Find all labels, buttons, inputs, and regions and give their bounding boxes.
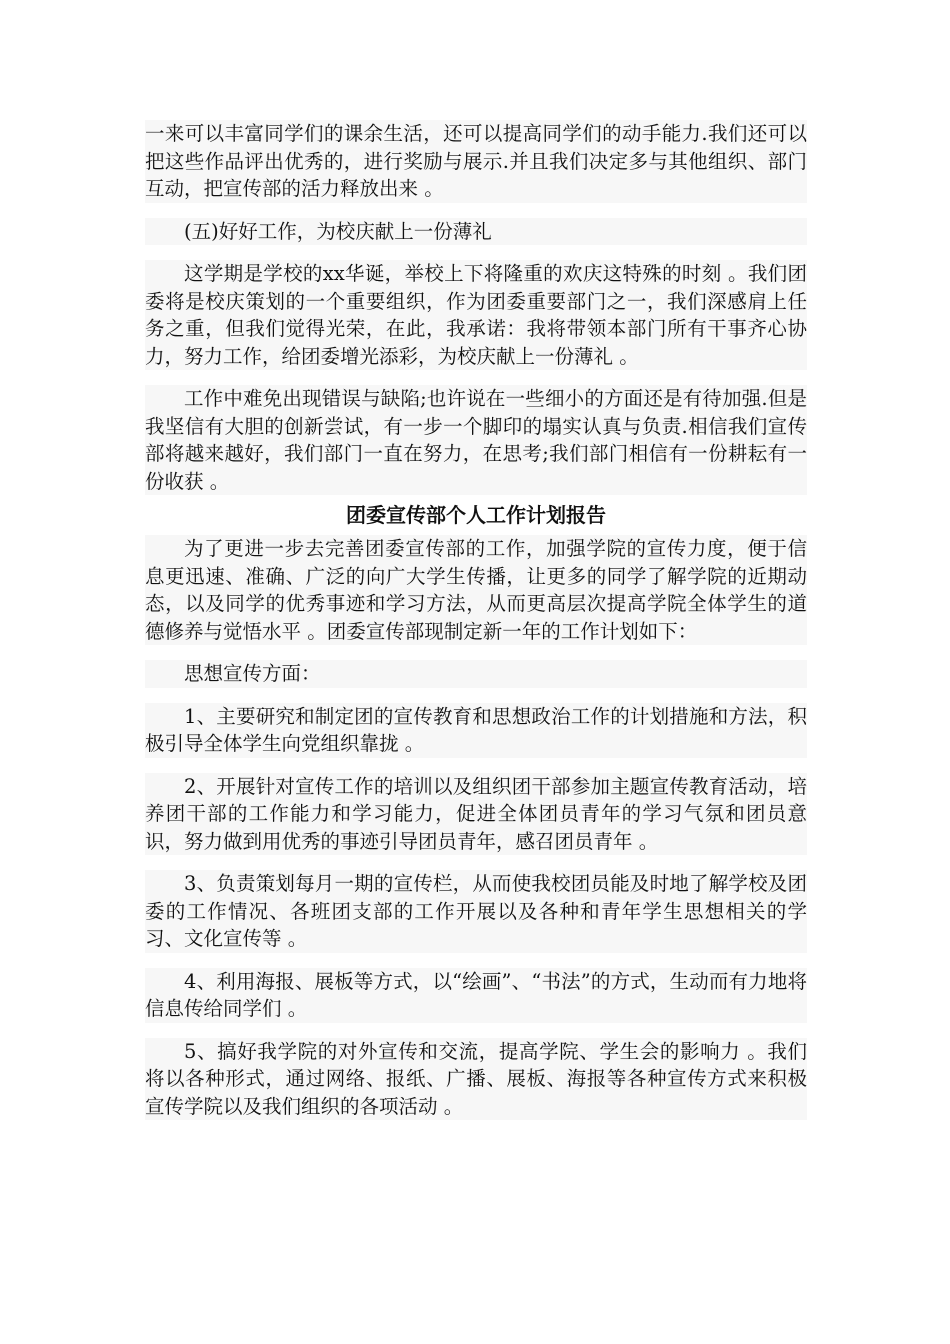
paragraph-intro: 为了更进一步去完善团委宣传部的工作，加强学院的宣传力度，便于信息更迅速、准确、广泛的向广大学生传播，让更多的同学了解学院的近期动态，以及同学的优秀事迹和学习方法，从而更高层次提高学院全体学生的道德修养与觉悟水平 。团委宣传部现制定新一年的工作计划如下：: [145, 537, 807, 643]
section-subheading-5: (五)好好工作，为校庆献上一份薄礼: [184, 219, 492, 243]
paragraph-gap: [145, 855, 807, 870]
paragraph-reflection: 工作中难免出现错误与缺陷;也许说在一些细小的方面还是有待加强.但是我坚信有大胆的创新尝试，有一步一个脚印的塌实认真与负责.相信我们宣传部将越来越好，我们部门一直在努力，在思考;我们部门相信有一份耕耘有一份收获 。: [145, 387, 807, 493]
list-item-3: 3、负责策划每月一期的宣传栏，从而使我校团员能及时地了解学校及团委的工作情况、各班团支部的工作开展以及各种和青年学生思想相关的学习、文化宣传等 。: [145, 872, 807, 950]
paragraph-continuation: 一来可以丰富同学们的课余生活，还可以提高同学们的动手能力.我们还可以把这些作品评出优秀的，进行奖励与展示.并且我们决定多与其他组织、部门互动，把宣传部的活力释放出来 。: [145, 122, 807, 200]
paragraph-gap: [145, 953, 807, 968]
list-item-4: 4、利用海报、展板等方式，以“绘画”、“书法”的方式，生动而有力地将信息传给同学们 。: [145, 969, 807, 1020]
list-item-2: 2、开展针对宣传工作的培训以及组织团干部参加主题宣传教育活动，培养团干部的工作能力和学习能力，促进全体团员青年的学习气氛和团员意识，努力做到用优秀的事迹引导团员青年，感召团员青年 。: [145, 774, 807, 853]
paragraph-anniversary: 这学期是学校的xx华诞，举校上下将隆重的欢庆这特殊的时刻 。我们团委将是校庆策划的一个重要组织，作为团委重要部门之一，我们深感肩上任务之重，但我们觉得光荣，在此，我承诺：我将带领本部门所有干事齐心协力，努力工作，给团委增光添彩，为校庆献上一份薄礼 。: [145, 262, 807, 368]
list-item-1: 1、主要研究和制定团的宣传教育和思想政治工作的计划措施和方法，积极引导全体学生向党组织靠拢 。: [145, 704, 807, 755]
paragraph-gap: [145, 758, 807, 773]
paragraph-gap: [145, 688, 807, 703]
paragraph-gap: [145, 645, 807, 660]
section-label-ideology: 思想宣传方面：: [184, 662, 321, 685]
paragraph-gap: [145, 1023, 807, 1038]
paragraph-gap: [145, 370, 807, 385]
list-item-5: 5、搞好我学院的对外宣传和交流，提高学院、学生会的影响力 。我们将以各种形式，通过网络、报纸、广播、展板、海报等各种宣传方式来积极宣传学院以及我们组织的各项活动 。: [145, 1039, 807, 1118]
paragraph-gap: [145, 245, 807, 260]
paragraph-gap: [145, 203, 807, 218]
document-body: [145, 120, 807, 1120]
report-title: 团委宣传部个人工作计划报告: [145, 495, 807, 535]
